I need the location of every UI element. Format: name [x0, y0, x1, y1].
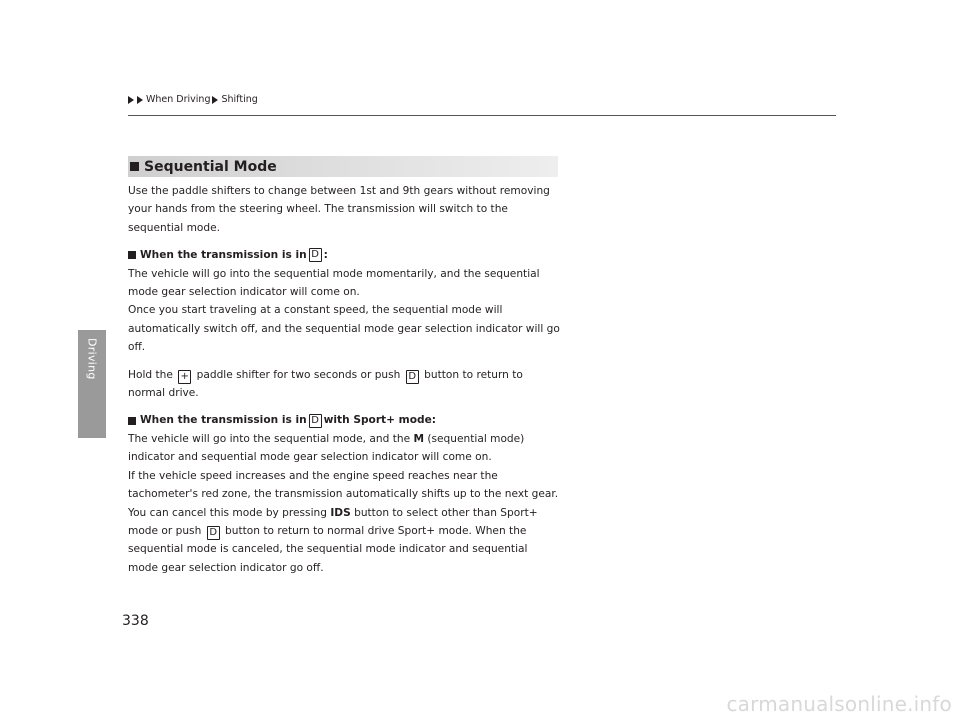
- subheading-d-sport-mode: When the transmission is in D with Sport+ mode:: [128, 411, 560, 429]
- d-key-icon: D: [309, 248, 322, 262]
- page-number: 338: [122, 613, 149, 629]
- breadcrumb-arrow-icon: [128, 96, 134, 104]
- paragraph: The vehicle will go into the sequential mode momentarily, and the sequential mode gear selection indicator will come on.: [128, 267, 540, 299]
- side-tab-label: Driving: [85, 338, 99, 380]
- square-bullet-icon: [130, 162, 139, 171]
- paragraph: You can cancel this mode by pressing IDS button to select other than Sport+ mode or push D button to return to normal drive Sport+ mode. When the sequential mode is canceled, the sequential mode indicator and sequential mode gear selection indicator go off.: [128, 506, 538, 574]
- d-key-icon: D: [309, 414, 322, 428]
- square-bullet-icon: [128, 417, 136, 425]
- paragraph: If the vehicle speed increases and the engine speed reaches near the tachometer's red zone, the transmission automatically shifts up to the next gear.: [128, 469, 559, 501]
- side-tab-driving: [78, 330, 106, 438]
- ids-button-label: IDS: [330, 506, 351, 519]
- plus-key-icon: +: [178, 370, 191, 384]
- paragraph: The vehicle will go into the sequential mode, and the M (sequential mode) indicator and sequential mode gear selection indicator will come on.: [128, 432, 525, 464]
- subheading-d-mode: When the transmission is in D :: [128, 246, 560, 264]
- breadcrumb: [128, 94, 258, 105]
- breadcrumb-item-when-driving[interactable]: When Driving: [146, 94, 211, 105]
- section-body: [128, 182, 560, 577]
- watermark: carmanualsonline.info: [726, 692, 952, 716]
- square-bullet-icon: [128, 251, 136, 259]
- breadcrumb-item-shifting[interactable]: Shifting: [221, 94, 258, 105]
- d-key-icon: D: [207, 526, 220, 540]
- intro-paragraph: Use the paddle shifters to change between 1st and 9th gears without removing your hands from the steering wheel. The transmission will switch to the sequential mode.: [128, 185, 550, 234]
- d-key-icon: D: [406, 370, 419, 384]
- breadcrumb-arrow-icon: [212, 96, 218, 104]
- section-title: Sequential Mode: [144, 158, 277, 175]
- header-rule: [128, 115, 836, 116]
- paragraph: Once you start traveling at a constant speed, the sequential mode will automatically switch off, and the sequential mode gear selection indicator will go off.: [128, 304, 560, 354]
- breadcrumb-arrow-icon: [137, 96, 143, 104]
- m-indicator-label: M: [413, 432, 425, 445]
- hold-paragraph: Hold the + paddle shifter for two seconds or push D button to return to normal drive.: [128, 368, 523, 400]
- section-header: [128, 156, 558, 177]
